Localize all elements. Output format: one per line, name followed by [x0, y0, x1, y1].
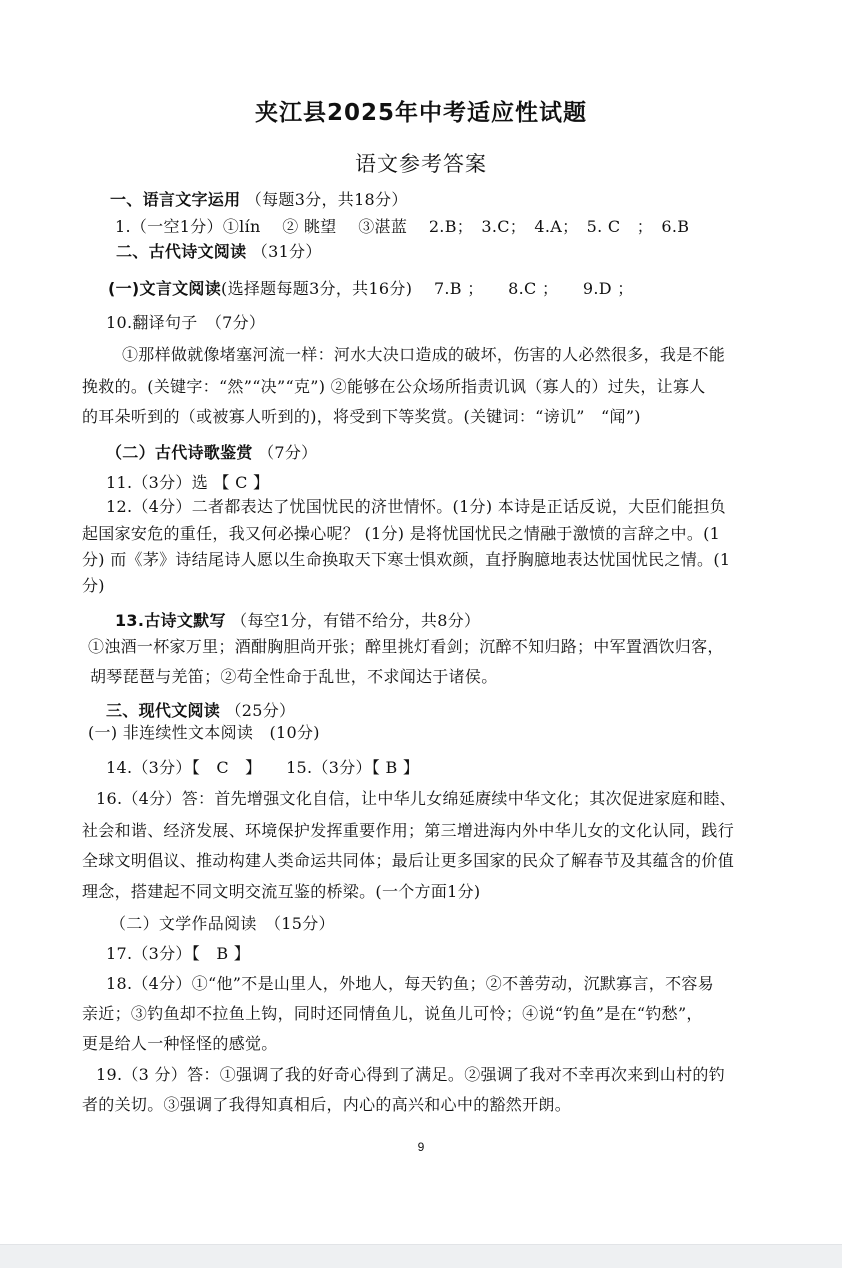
- subsection-score: （7分）: [258, 443, 318, 462]
- subsection-score: (选择题每题3分，共16分) 7.B ； 8.C ； 9.D ；: [221, 279, 634, 298]
- paragraph-line: 理念，搭建起不同文明交流互鉴的桥梁。(一个方面1分): [82, 882, 481, 901]
- paragraph-line: 全球文明倡议、推动构建人类命运共同体；最后让更多国家的民众了解春节及其蕴含的价值: [82, 851, 735, 870]
- paragraph-line: 社会和谐、经济发展、环境保护发挥重要作用；第三增进海内外中华儿女的文化认同，践行: [82, 821, 735, 840]
- paragraph-line: 胡琴琵琶与羌笛；②苟全性命于乱世，不求闻达于诸侯。: [90, 667, 498, 686]
- paragraph-line: 者的关切。③强调了我得知真相后，内心的高兴和心中的豁然开朗。: [82, 1095, 572, 1114]
- paragraph-line: 12.（4分）二者都表达了忧国忧民的济世情怀。(1分) 本诗是正话反说，大臣们能担负: [106, 497, 726, 516]
- paragraph-line: 分) 而《茅》诗结尾诗人愿以生命换取天下寒士惧欢颜，直抒胸臆地表达忧国忧民之情。(1: [82, 550, 731, 569]
- document-title: 夹江县2025年中考适应性试题: [254, 100, 587, 126]
- paragraph-line: 18.（4分）①“他”不是山里人，外地人，每天钓鱼；②不善劳动，沉默寡言，不容易: [106, 974, 714, 993]
- answer-line: 11.（3分）选 【 C 】: [106, 473, 270, 492]
- paragraph-line: ①浊酒一杯家万里；酒酣胸胆尚开张；醉里挑灯看剑；沉醉不知归路；中军置酒饮归客，: [88, 637, 724, 656]
- section-heading-text: 二、古代诗文阅读: [116, 242, 247, 261]
- section-score: （31分）: [251, 242, 322, 261]
- paragraph-line: 起国家安危的重任，我又何必操心呢？ (1分) 是将忧国忧民之情融于激愤的言辞之中。(1: [82, 524, 721, 543]
- subsection-heading-text: （二）古代诗歌鉴赏: [106, 443, 253, 462]
- question-heading-text: 13.古诗文默写: [115, 611, 226, 630]
- page-number: 9: [417, 1140, 425, 1154]
- answer-line: 14.（3分）【 C 】 15.（3分）【 B 】: [106, 758, 420, 777]
- subsection-heading: [108, 279, 634, 299]
- section-2-heading: [116, 242, 322, 262]
- question-heading: 10.翻译句子 （7分）: [106, 313, 266, 332]
- section-heading-text: 三、现代文阅读: [106, 701, 221, 720]
- paragraph-line: 挽救的。(关键字：“然”“决”“克”) ②能够在公众场所指责讥讽（寡人的）过失，让寡人: [82, 377, 706, 396]
- viewer-bottom-bar: [0, 1244, 842, 1268]
- section-heading-text: 一、语言文字运用: [110, 190, 241, 209]
- subsection-heading: [106, 443, 317, 463]
- paragraph-line: 16.（4分）答：首先增强文化自信，让中华儿女绵延赓续中华文化；其次促进家庭和睦、: [96, 789, 736, 808]
- answer-line: 1.（一空1分）①lín ② 眺望 ③湛蓝 2.B； 3.C； 4.A； 5. C ； 6.B: [115, 217, 690, 236]
- subsection-heading: (一) 非连续性文本阅读 (10分): [88, 723, 320, 742]
- section-score: （每题3分，共18分）: [245, 190, 408, 209]
- paragraph-line: ①那样做就像堵塞河流一样：河水大决口造成的破坏，伤害的人必然很多，我是不能: [122, 345, 726, 364]
- subsection-heading: （二）文学作品阅读 （15分）: [110, 914, 335, 933]
- paragraph-line: 亲近；③钓鱼却不拉鱼上钩，同时还同情鱼儿，说鱼儿可怜；④说“钓鱼”是在“钓愁”，: [82, 1004, 703, 1023]
- question-heading: [115, 611, 480, 631]
- paragraph-line: 19.（3 分）答：①强调了我的好奇心得到了满足。②强调了我对不幸再次来到山村的钓: [96, 1065, 726, 1084]
- section-score: （25分）: [225, 701, 296, 720]
- section-3-heading: [106, 701, 295, 721]
- answer-line: 17.（3分）【 B 】: [106, 944, 251, 963]
- paragraph-line: 分): [82, 576, 105, 595]
- section-1-heading: [110, 190, 408, 210]
- document-subtitle: 语文参考答案: [355, 152, 487, 176]
- paragraph-line: 更是给人一种怪怪的感觉。: [82, 1034, 278, 1053]
- paragraph-line: 的耳朵听到的（或被寡人听到的)，将受到下等奖赏。(关键词：“谤讥” “闻”): [82, 407, 641, 426]
- subsection-heading-text: (一)文言文阅读: [108, 279, 222, 298]
- question-score: （每空1分，有错不给分，共8分）: [231, 611, 481, 630]
